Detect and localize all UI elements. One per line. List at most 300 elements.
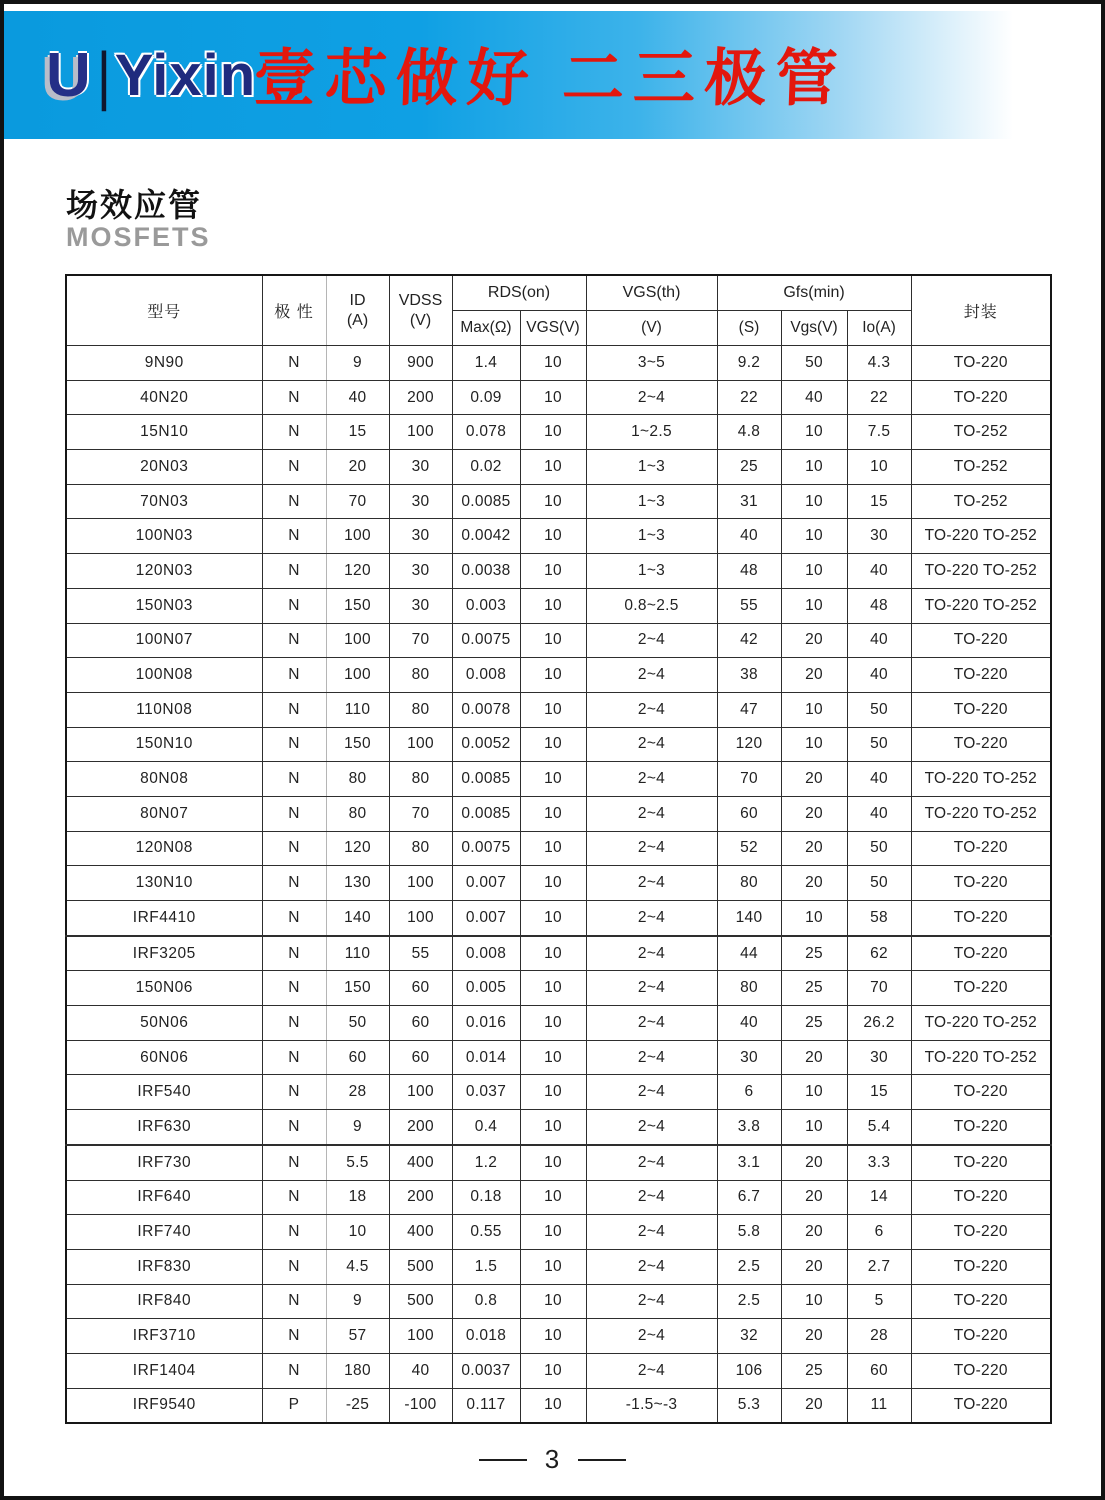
cell-gfs-io: 70	[847, 971, 911, 1006]
table-row	[66, 450, 1051, 485]
section-title-en: MOSFETS	[66, 222, 211, 252]
cell-rds-max: 0.0075	[452, 831, 520, 866]
table-row	[66, 519, 1051, 554]
table-row	[66, 415, 1051, 450]
cell-rds-max: 0.078	[452, 415, 520, 450]
cell-id: 40	[326, 380, 389, 415]
cell-vdss: -100	[389, 1388, 452, 1423]
header-row-1	[66, 275, 1051, 311]
cell-vdss: 30	[389, 450, 452, 485]
cell-gfs-s: 80	[717, 971, 781, 1006]
cell-rds-max: 1.5	[452, 1249, 520, 1284]
cell-id: 28	[326, 1075, 389, 1110]
cell-vgs-th: 2~4	[586, 1249, 717, 1284]
cell-gfs-s: 32	[717, 1319, 781, 1354]
cell-gfs-io: 5	[847, 1284, 911, 1319]
table-row	[66, 1075, 1051, 1110]
cell-vgs-th: 2~4	[586, 1145, 717, 1180]
cell-vgs-th: 1~3	[586, 554, 717, 589]
cell-gfs-io: 50	[847, 831, 911, 866]
company-logo	[46, 38, 256, 112]
cell-package: TO-220	[911, 1180, 1051, 1215]
cell-polarity: N	[262, 1145, 326, 1180]
cell-gfs-io: 22	[847, 380, 911, 415]
cell-polarity: N	[262, 1180, 326, 1215]
cell-rds-vgs: 10	[520, 796, 586, 831]
table-row	[66, 866, 1051, 901]
col-header-gfs-vgs: Vgs(V)	[781, 311, 847, 346]
cell-polarity: N	[262, 971, 326, 1006]
cell-rds-max: 0.0075	[452, 623, 520, 658]
cell-gfs-vgs: 20	[781, 1215, 847, 1250]
cell-id: 9	[326, 1284, 389, 1319]
cell-model: 50N06	[66, 1006, 262, 1041]
cell-gfs-vgs: 50	[781, 346, 847, 381]
cell-vgs-th: 2~4	[586, 727, 717, 762]
cell-vdss: 200	[389, 1110, 452, 1145]
cell-rds-vgs: 10	[520, 484, 586, 519]
cell-rds-max: 0.0038	[452, 554, 520, 589]
cell-gfs-s: 5.8	[717, 1215, 781, 1250]
cell-gfs-vgs: 10	[781, 901, 847, 936]
group-header-rds-on: RDS(on)	[452, 275, 586, 311]
table-row	[66, 623, 1051, 658]
col-header-model: 型号	[66, 275, 262, 346]
cell-rds-max: 0.18	[452, 1180, 520, 1215]
cell-vdss: 900	[389, 346, 452, 381]
col-header-vgs-th-unit: (V)	[586, 311, 717, 346]
col-header-id-line2: (A)	[346, 311, 369, 329]
cell-rds-vgs: 10	[520, 1006, 586, 1041]
table-row	[66, 971, 1051, 1006]
table-row	[66, 1319, 1051, 1354]
cell-id: 20	[326, 450, 389, 485]
cell-gfs-vgs: 10	[781, 484, 847, 519]
cell-gfs-s: 40	[717, 1006, 781, 1041]
cell-polarity: N	[262, 831, 326, 866]
cell-polarity: N	[262, 1110, 326, 1145]
cell-polarity: N	[262, 1249, 326, 1284]
table-row	[66, 484, 1051, 519]
cell-gfs-s: 42	[717, 623, 781, 658]
cell-package: TO-220 TO-252	[911, 519, 1051, 554]
cell-package: TO-220	[911, 1319, 1051, 1354]
cell-id: 120	[326, 554, 389, 589]
cell-gfs-s: 6	[717, 1075, 781, 1110]
cell-rds-vgs: 10	[520, 936, 586, 971]
cell-model: 120N03	[66, 554, 262, 589]
cell-vdss: 60	[389, 1040, 452, 1075]
cell-polarity: N	[262, 866, 326, 901]
cell-gfs-vgs: 10	[781, 692, 847, 727]
cell-vdss: 70	[389, 623, 452, 658]
footer-left-dash	[479, 1459, 527, 1461]
cell-rds-max: 0.007	[452, 866, 520, 901]
cell-vdss: 100	[389, 901, 452, 936]
table-row	[66, 380, 1051, 415]
cell-rds-max: 0.007	[452, 901, 520, 936]
cell-polarity: P	[262, 1388, 326, 1423]
cell-vdss: 30	[389, 554, 452, 589]
col-header-gfs-io: Io(A)	[847, 311, 911, 346]
cell-rds-max: 0.018	[452, 1319, 520, 1354]
cell-polarity: N	[262, 658, 326, 693]
cell-vdss: 200	[389, 1180, 452, 1215]
cell-polarity: N	[262, 901, 326, 936]
cell-package: TO-252	[911, 415, 1051, 450]
cell-rds-max: 0.117	[452, 1388, 520, 1423]
cell-vgs-th: 2~4	[586, 1040, 717, 1075]
cell-polarity: N	[262, 346, 326, 381]
cell-id: 9	[326, 1110, 389, 1145]
cell-id: 150	[326, 971, 389, 1006]
cell-model: 120N08	[66, 831, 262, 866]
cell-vgs-th: -1.5~-3	[586, 1388, 717, 1423]
cell-gfs-vgs: 20	[781, 831, 847, 866]
cell-gfs-io: 7.5	[847, 415, 911, 450]
cell-rds-vgs: 10	[520, 1110, 586, 1145]
cell-rds-max: 0.4	[452, 1110, 520, 1145]
cell-gfs-io: 10	[847, 450, 911, 485]
cell-vdss: 80	[389, 762, 452, 797]
cell-polarity: N	[262, 450, 326, 485]
cell-vdss: 30	[389, 484, 452, 519]
col-header-vdss-line2: (V)	[409, 311, 432, 329]
cell-gfs-vgs: 10	[781, 1110, 847, 1145]
cell-package: TO-220	[911, 658, 1051, 693]
cell-gfs-s: 60	[717, 796, 781, 831]
cell-package: TO-220	[911, 692, 1051, 727]
cell-model: 100N07	[66, 623, 262, 658]
cell-id: 9	[326, 346, 389, 381]
cell-rds-max: 0.0042	[452, 519, 520, 554]
cell-gfs-s: 31	[717, 484, 781, 519]
cell-id: 15	[326, 415, 389, 450]
cell-gfs-io: 30	[847, 1040, 911, 1075]
cell-vdss: 30	[389, 588, 452, 623]
cell-gfs-vgs: 25	[781, 1006, 847, 1041]
cell-rds-max: 0.02	[452, 450, 520, 485]
cell-gfs-vgs: 20	[781, 762, 847, 797]
cell-gfs-s: 9.2	[717, 346, 781, 381]
cell-gfs-s: 3.8	[717, 1110, 781, 1145]
cell-gfs-io: 40	[847, 554, 911, 589]
cell-gfs-io: 50	[847, 692, 911, 727]
cell-gfs-vgs: 20	[781, 658, 847, 693]
cell-rds-vgs: 10	[520, 971, 586, 1006]
cell-vgs-th: 1~3	[586, 450, 717, 485]
cell-package: TO-252	[911, 450, 1051, 485]
cell-vgs-th: 2~4	[586, 936, 717, 971]
table-row	[66, 658, 1051, 693]
logo-u-mark: U	[46, 40, 91, 110]
cell-model: 20N03	[66, 450, 262, 485]
cell-gfs-s: 70	[717, 762, 781, 797]
cell-polarity: N	[262, 380, 326, 415]
cell-rds-vgs: 10	[520, 1388, 586, 1423]
cell-id: 70	[326, 484, 389, 519]
cell-rds-max: 0.016	[452, 1006, 520, 1041]
cell-gfs-s: 120	[717, 727, 781, 762]
cell-rds-max: 0.003	[452, 588, 520, 623]
cell-gfs-s: 3.1	[717, 1145, 781, 1180]
cell-gfs-vgs: 20	[781, 1319, 847, 1354]
cell-model: 100N08	[66, 658, 262, 693]
table-row	[66, 1388, 1051, 1423]
cell-gfs-s: 80	[717, 866, 781, 901]
cell-gfs-vgs: 20	[781, 796, 847, 831]
cell-gfs-io: 5.4	[847, 1110, 911, 1145]
cell-id: 80	[326, 796, 389, 831]
cell-model: 100N03	[66, 519, 262, 554]
cell-gfs-vgs: 25	[781, 971, 847, 1006]
cell-id: 130	[326, 866, 389, 901]
cell-rds-max: 0.09	[452, 380, 520, 415]
cell-package: TO-220	[911, 1249, 1051, 1284]
cell-polarity: N	[262, 1319, 326, 1354]
cell-vgs-th: 2~4	[586, 1110, 717, 1145]
cell-model: IRF740	[66, 1215, 262, 1250]
col-header-rds-max: Max(Ω)	[452, 311, 520, 346]
col-header-id	[326, 275, 389, 346]
cell-model: 60N06	[66, 1040, 262, 1075]
cell-vgs-th: 2~4	[586, 692, 717, 727]
cell-gfs-s: 44	[717, 936, 781, 971]
cell-vgs-th: 2~4	[586, 971, 717, 1006]
cell-gfs-s: 25	[717, 450, 781, 485]
cell-package: TO-220	[911, 623, 1051, 658]
cell-package: TO-220	[911, 1110, 1051, 1145]
cell-package: TO-220	[911, 1353, 1051, 1388]
cell-gfs-vgs: 20	[781, 623, 847, 658]
cell-vgs-th: 1~3	[586, 519, 717, 554]
cell-id: 10	[326, 1215, 389, 1250]
cell-package: TO-220	[911, 727, 1051, 762]
cell-gfs-s: 30	[717, 1040, 781, 1075]
cell-rds-vgs: 10	[520, 346, 586, 381]
cell-package: TO-220 TO-252	[911, 1006, 1051, 1041]
cell-gfs-s: 38	[717, 658, 781, 693]
logo-brand-name: Yixin	[114, 42, 257, 108]
cell-rds-max: 0.8	[452, 1284, 520, 1319]
page-footer	[4, 1444, 1101, 1475]
cell-gfs-vgs: 10	[781, 450, 847, 485]
cell-vgs-th: 3~5	[586, 346, 717, 381]
cell-polarity: N	[262, 796, 326, 831]
cell-polarity: N	[262, 762, 326, 797]
page-number: 3	[544, 1444, 561, 1474]
cell-vdss: 80	[389, 831, 452, 866]
cell-gfs-s: 52	[717, 831, 781, 866]
cell-package: TO-252	[911, 484, 1051, 519]
table-row	[66, 831, 1051, 866]
cell-gfs-io: 4.3	[847, 346, 911, 381]
cell-vgs-th: 2~4	[586, 796, 717, 831]
cell-gfs-io: 62	[847, 936, 911, 971]
cell-gfs-vgs: 20	[781, 1040, 847, 1075]
table-row	[66, 727, 1051, 762]
cell-vgs-th: 2~4	[586, 1284, 717, 1319]
table-row	[66, 796, 1051, 831]
cell-gfs-io: 6	[847, 1215, 911, 1250]
cell-gfs-s: 55	[717, 588, 781, 623]
cell-gfs-io: 60	[847, 1353, 911, 1388]
cell-gfs-s: 6.7	[717, 1180, 781, 1215]
cell-vdss: 400	[389, 1215, 452, 1250]
cell-package: TO-220 TO-252	[911, 588, 1051, 623]
cell-vdss: 100	[389, 866, 452, 901]
cell-package: TO-220	[911, 1215, 1051, 1250]
cell-id: 180	[326, 1353, 389, 1388]
cell-package: TO-220	[911, 901, 1051, 936]
table-row	[66, 1284, 1051, 1319]
cell-id: 50	[326, 1006, 389, 1041]
brand-slogan: 壹芯做好 二三极管	[252, 45, 848, 114]
cell-polarity: N	[262, 936, 326, 971]
cell-vdss: 100	[389, 1319, 452, 1354]
cell-gfs-vgs: 20	[781, 1180, 847, 1215]
cell-id: 4.5	[326, 1249, 389, 1284]
cell-polarity: N	[262, 1040, 326, 1075]
cell-vgs-th: 1~3	[586, 484, 717, 519]
table-row	[66, 588, 1051, 623]
col-header-vdss	[389, 275, 452, 346]
cell-rds-vgs: 10	[520, 1075, 586, 1110]
cell-package: TO-220	[911, 1145, 1051, 1180]
cell-package: TO-220 TO-252	[911, 1040, 1051, 1075]
cell-rds-max: 0.0078	[452, 692, 520, 727]
cell-vdss: 500	[389, 1249, 452, 1284]
cell-model: IRF830	[66, 1249, 262, 1284]
cell-gfs-io: 2.7	[847, 1249, 911, 1284]
cell-model: IRF730	[66, 1145, 262, 1180]
cell-package: TO-220	[911, 1075, 1051, 1110]
cell-rds-vgs: 10	[520, 415, 586, 450]
section-title-cn: 场效应管	[66, 187, 203, 223]
cell-rds-max: 0.014	[452, 1040, 520, 1075]
cell-gfs-vgs: 20	[781, 1145, 847, 1180]
cell-gfs-vgs: 10	[781, 554, 847, 589]
cell-model: IRF840	[66, 1284, 262, 1319]
table-row	[66, 1006, 1051, 1041]
cell-id: 110	[326, 936, 389, 971]
cell-rds-max: 0.005	[452, 971, 520, 1006]
cell-vdss: 500	[389, 1284, 452, 1319]
cell-id: 140	[326, 901, 389, 936]
cell-model: 130N10	[66, 866, 262, 901]
cell-vgs-th: 2~4	[586, 901, 717, 936]
cell-vgs-th: 2~4	[586, 380, 717, 415]
cell-gfs-vgs: 10	[781, 519, 847, 554]
cell-vgs-th: 2~4	[586, 1075, 717, 1110]
cell-rds-vgs: 10	[520, 1284, 586, 1319]
cell-vgs-th: 2~4	[586, 623, 717, 658]
table-row	[66, 554, 1051, 589]
table-row	[66, 1145, 1051, 1180]
group-header-vgs-th: VGS(th)	[586, 275, 717, 311]
cell-id: 60	[326, 1040, 389, 1075]
cell-gfs-io: 50	[847, 866, 911, 901]
cell-model: 40N20	[66, 380, 262, 415]
cell-gfs-io: 40	[847, 796, 911, 831]
cell-vdss: 60	[389, 971, 452, 1006]
cell-gfs-io: 28	[847, 1319, 911, 1354]
cell-vgs-th: 2~4	[586, 1006, 717, 1041]
table-row	[66, 936, 1051, 971]
cell-rds-vgs: 10	[520, 519, 586, 554]
cell-vdss: 400	[389, 1145, 452, 1180]
cell-model: IRF3205	[66, 936, 262, 971]
cell-rds-vgs: 10	[520, 1319, 586, 1354]
cell-rds-vgs: 10	[520, 554, 586, 589]
cell-polarity: N	[262, 1284, 326, 1319]
cell-rds-vgs: 10	[520, 588, 586, 623]
cell-gfs-vgs: 10	[781, 1075, 847, 1110]
cell-polarity: N	[262, 588, 326, 623]
cell-rds-vgs: 10	[520, 692, 586, 727]
cell-package: TO-220 TO-252	[911, 762, 1051, 797]
cell-polarity: N	[262, 727, 326, 762]
cell-model: 15N10	[66, 415, 262, 450]
cell-model: 80N07	[66, 796, 262, 831]
table-row	[66, 1180, 1051, 1215]
cell-gfs-vgs: 20	[781, 1388, 847, 1423]
cell-package: TO-220	[911, 1284, 1051, 1319]
cell-rds-vgs: 10	[520, 1145, 586, 1180]
cell-rds-vgs: 10	[520, 450, 586, 485]
cell-id: -25	[326, 1388, 389, 1423]
cell-id: 80	[326, 762, 389, 797]
cell-vdss: 70	[389, 796, 452, 831]
cell-rds-max: 0.55	[452, 1215, 520, 1250]
table-row	[66, 901, 1051, 936]
cell-rds-vgs: 10	[520, 831, 586, 866]
cell-vdss: 100	[389, 1075, 452, 1110]
brand-banner	[4, 11, 1101, 139]
cell-rds-max: 0.0037	[452, 1353, 520, 1388]
table-row	[66, 1110, 1051, 1145]
cell-package: TO-220	[911, 346, 1051, 381]
cell-package: TO-220	[911, 831, 1051, 866]
cell-model: IRF9540	[66, 1388, 262, 1423]
cell-gfs-io: 30	[847, 519, 911, 554]
cell-gfs-vgs: 10	[781, 1284, 847, 1319]
cell-rds-vgs: 10	[520, 901, 586, 936]
cell-polarity: N	[262, 484, 326, 519]
cell-rds-max: 0.008	[452, 936, 520, 971]
cell-gfs-s: 22	[717, 380, 781, 415]
logo-separator: |	[98, 39, 109, 111]
cell-rds-max: 1.2	[452, 1145, 520, 1180]
cell-vgs-th: 2~4	[586, 762, 717, 797]
cell-gfs-io: 11	[847, 1388, 911, 1423]
cell-id: 100	[326, 658, 389, 693]
cell-model: 70N03	[66, 484, 262, 519]
cell-vdss: 40	[389, 1353, 452, 1388]
cell-polarity: N	[262, 1006, 326, 1041]
cell-vdss: 30	[389, 519, 452, 554]
cell-rds-vgs: 10	[520, 658, 586, 693]
cell-vgs-th: 2~4	[586, 866, 717, 901]
mosfet-spec-table	[65, 274, 1052, 1424]
cell-gfs-s: 40	[717, 519, 781, 554]
col-header-id-line1: ID	[349, 291, 366, 309]
cell-gfs-io: 58	[847, 901, 911, 936]
cell-vgs-th: 2~4	[586, 1215, 717, 1250]
cell-package: TO-220 TO-252	[911, 554, 1051, 589]
cell-rds-max: 1.4	[452, 346, 520, 381]
cell-gfs-io: 50	[847, 727, 911, 762]
